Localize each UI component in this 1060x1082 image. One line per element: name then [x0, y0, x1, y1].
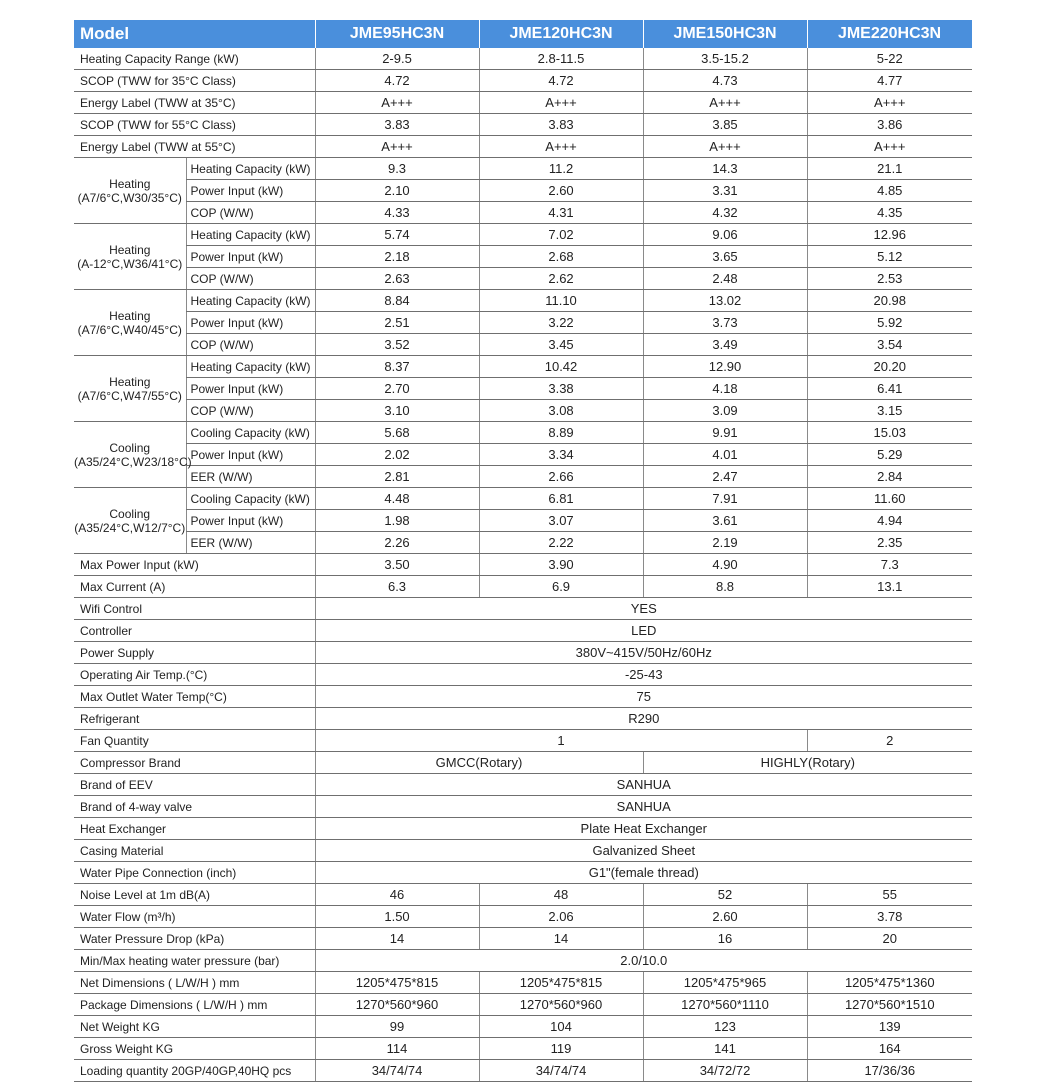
- sub-row-label: Power Input (kW): [186, 312, 315, 334]
- value-cell: 4.77: [807, 70, 972, 92]
- value-cell: 1205*475*815: [479, 972, 643, 994]
- sub-row-label: Power Input (kW): [186, 180, 315, 202]
- value-cell: 5.74: [315, 224, 479, 246]
- value-cell: 3.5-15.2: [643, 48, 807, 70]
- spec-row: [74, 114, 972, 136]
- row-label: Gross Weight KG: [74, 1038, 315, 1060]
- row-label: Energy Label (TWW at 35°C): [74, 92, 315, 114]
- merged-value-cell: 380V~415V/50Hz/60Hz: [315, 642, 972, 664]
- spec-row: [74, 466, 972, 488]
- spec-row: [74, 774, 972, 796]
- merged-value-cell: Galvanized Sheet: [315, 840, 972, 862]
- value-cell: 52: [643, 884, 807, 906]
- spec-row: [74, 730, 972, 752]
- row-label: SCOP (TWW for 55°C Class): [74, 114, 315, 136]
- value-cell: 5.29: [807, 444, 972, 466]
- value-cell: 1205*475*815: [315, 972, 479, 994]
- sub-row-label: Power Input (kW): [186, 510, 315, 532]
- value-cell: 2.47: [643, 466, 807, 488]
- spec-row: [74, 378, 972, 400]
- spec-row: [74, 444, 972, 466]
- value-cell: 6.81: [479, 488, 643, 510]
- spec-row: [74, 312, 972, 334]
- value-cell: 12.90: [643, 356, 807, 378]
- model-column-header: JME120HC3N: [479, 20, 643, 48]
- value-cell: 9.3: [315, 158, 479, 180]
- spec-row: [74, 620, 972, 642]
- value-cell: 3.78: [807, 906, 972, 928]
- merged-value-cell: SANHUA: [315, 796, 972, 818]
- merged-value-cell: -25-43: [315, 664, 972, 686]
- value-cell: 17/36/36: [807, 1060, 972, 1082]
- value-cell: 34/74/74: [479, 1060, 643, 1082]
- value-cell: 7.3: [807, 554, 972, 576]
- value-cell: 10.42: [479, 356, 643, 378]
- value-cell: 2.81: [315, 466, 479, 488]
- value-cell: 3.90: [479, 554, 643, 576]
- value-cell: A+++: [807, 92, 972, 114]
- value-cell: 3.31: [643, 180, 807, 202]
- row-label: Water Flow (m³/h): [74, 906, 315, 928]
- value-cell: 99: [315, 1016, 479, 1038]
- sub-row-label: Cooling Capacity (kW): [186, 488, 315, 510]
- model-column-header: JME95HC3N: [315, 20, 479, 48]
- condition-group-label: [74, 158, 186, 224]
- spec-row: [74, 994, 972, 1016]
- value-cell: 3.83: [479, 114, 643, 136]
- value-cell: 2.18: [315, 246, 479, 268]
- value-cell: 1270*560*960: [315, 994, 479, 1016]
- value-cell: 20.20: [807, 356, 972, 378]
- value-cell: 9.06: [643, 224, 807, 246]
- condition-group-label: [74, 290, 186, 356]
- spec-row: [74, 356, 972, 378]
- row-label: Net Weight KG: [74, 1016, 315, 1038]
- value-cell: 46: [315, 884, 479, 906]
- value-cell: 7.91: [643, 488, 807, 510]
- row-label: Power Supply: [74, 642, 315, 664]
- spec-row: [74, 708, 972, 730]
- spec-row: [74, 70, 972, 92]
- value-cell: 3.85: [643, 114, 807, 136]
- sub-row-label: Power Input (kW): [186, 246, 315, 268]
- row-label: Heat Exchanger: [74, 818, 315, 840]
- spec-row: [74, 642, 972, 664]
- value-cell: 11.10: [479, 290, 643, 312]
- value-cell: 20.98: [807, 290, 972, 312]
- condition-mode: Heating: [109, 308, 151, 323]
- value-cell: 2.53: [807, 268, 972, 290]
- value-cell: 2.84: [807, 466, 972, 488]
- merged-value-cell: 2.0/10.0: [315, 950, 972, 972]
- value-cell: 3.34: [479, 444, 643, 466]
- row-label: Min/Max heating water pressure (bar): [74, 950, 315, 972]
- spec-row: [74, 1016, 972, 1038]
- spec-row: [74, 202, 972, 224]
- value-cell: 6.41: [807, 378, 972, 400]
- value-cell: 14: [479, 928, 643, 950]
- spec-table: [74, 20, 973, 1082]
- value-cell: 3.65: [643, 246, 807, 268]
- value-cell: 3.54: [807, 334, 972, 356]
- value-cell: A+++: [643, 92, 807, 114]
- value-cell: 3.07: [479, 510, 643, 532]
- condition-mode: Heating: [109, 374, 151, 389]
- value-cell: 12.96: [807, 224, 972, 246]
- value-cell: 139: [807, 1016, 972, 1038]
- spec-row: [74, 290, 972, 312]
- merged-value-cell: YES: [315, 598, 972, 620]
- spec-row: [74, 840, 972, 862]
- sub-row-label: Power Input (kW): [186, 378, 315, 400]
- value-cell: 3.49: [643, 334, 807, 356]
- value-cell: 5-22: [807, 48, 972, 70]
- value-cell: 2.26: [315, 532, 479, 554]
- value-cell: 2.19: [643, 532, 807, 554]
- value-cell: 4.32: [643, 202, 807, 224]
- merged-value-cell: Plate Heat Exchanger: [315, 818, 972, 840]
- value-cell: A+++: [643, 136, 807, 158]
- value-cell: 14: [315, 928, 479, 950]
- value-cell: 4.72: [479, 70, 643, 92]
- value-cell: 3.86: [807, 114, 972, 136]
- value-cell: 2.66: [479, 466, 643, 488]
- row-label: Casing Material: [74, 840, 315, 862]
- merged-value-cell: G1"(female thread): [315, 862, 972, 884]
- spec-row: [74, 928, 972, 950]
- value-cell: 5.92: [807, 312, 972, 334]
- value-cell: 4.48: [315, 488, 479, 510]
- value-cell: 48: [479, 884, 643, 906]
- row-label: SCOP (TWW for 35°C Class): [74, 70, 315, 92]
- value-cell: A+++: [315, 136, 479, 158]
- condition-mode: Cooling: [109, 506, 151, 521]
- row-label: Controller: [74, 620, 315, 642]
- value-cell: 1205*475*965: [643, 972, 807, 994]
- value-cell: 13.1: [807, 576, 972, 598]
- value-cell: 119: [479, 1038, 643, 1060]
- row-label: Max Outlet Water Temp(°C): [74, 686, 315, 708]
- value-cell: 6.9: [479, 576, 643, 598]
- model-column-header: JME150HC3N: [643, 20, 807, 48]
- value-cell: 3.73: [643, 312, 807, 334]
- model-header: Model: [74, 20, 315, 48]
- spec-row: [74, 268, 972, 290]
- value-cell: 14.3: [643, 158, 807, 180]
- condition-mode: Heating: [109, 176, 151, 191]
- condition-temps: (A7/6°C,W47/55°C): [77, 388, 182, 403]
- value-cell: A+++: [315, 92, 479, 114]
- row-label: Brand of 4-way valve: [74, 796, 315, 818]
- spec-row: [74, 92, 972, 114]
- spec-row: [74, 180, 972, 202]
- spec-row: [74, 950, 972, 972]
- spec-row: [74, 818, 972, 840]
- value-cell: 55: [807, 884, 972, 906]
- sub-row-label: Cooling Capacity (kW): [186, 422, 315, 444]
- sub-row-label: Power Input (kW): [186, 444, 315, 466]
- value-cell: 4.72: [315, 70, 479, 92]
- value-cell: 3.61: [643, 510, 807, 532]
- spec-row: [74, 686, 972, 708]
- value-cell: 16: [643, 928, 807, 950]
- merged-value-cell: LED: [315, 620, 972, 642]
- spec-row: [74, 1038, 972, 1060]
- spec-row: [74, 400, 972, 422]
- value-cell: 4.33: [315, 202, 479, 224]
- spec-table-container: [74, 20, 972, 1082]
- sub-row-label: COP (W/W): [186, 202, 315, 224]
- row-label: Brand of EEV: [74, 774, 315, 796]
- merged-value-cell: R290: [315, 708, 972, 730]
- spec-row: [74, 488, 972, 510]
- value-cell: 123: [643, 1016, 807, 1038]
- value-cell: 13.02: [643, 290, 807, 312]
- value-cell: 3.38: [479, 378, 643, 400]
- value-cell: 114: [315, 1038, 479, 1060]
- value-cell: 2.60: [479, 180, 643, 202]
- value-cell: A+++: [479, 136, 643, 158]
- sub-row-label: EER (W/W): [186, 466, 315, 488]
- value-cell: 4.35: [807, 202, 972, 224]
- value-cell: 6.3: [315, 576, 479, 598]
- value-cell: 8.37: [315, 356, 479, 378]
- spec-row: [74, 532, 972, 554]
- value-cell: 11.60: [807, 488, 972, 510]
- value-cell: 2.10: [315, 180, 479, 202]
- value-cell: 2.8-11.5: [479, 48, 643, 70]
- value-cell: 2.60: [643, 906, 807, 928]
- value-cell: 104: [479, 1016, 643, 1038]
- row-label: Fan Quantity: [74, 730, 315, 752]
- value-cell: 4.18: [643, 378, 807, 400]
- row-label: Wifi Control: [74, 598, 315, 620]
- value-cell: 3.15: [807, 400, 972, 422]
- value-cell: 3.10: [315, 400, 479, 422]
- model-column-header: JME220HC3N: [807, 20, 972, 48]
- spec-row: [74, 598, 972, 620]
- value-cell: 1270*560*1510: [807, 994, 972, 1016]
- sub-row-label: COP (W/W): [186, 334, 315, 356]
- spec-row: [74, 884, 972, 906]
- value-cell: 34/74/74: [315, 1060, 479, 1082]
- spec-row: [74, 862, 972, 884]
- merged-value-cell: 1: [315, 730, 807, 752]
- value-cell: 3.50: [315, 554, 479, 576]
- row-label: Net Dimensions ( L/W/H ) mm: [74, 972, 315, 994]
- row-label: Heating Capacity Range (kW): [74, 48, 315, 70]
- condition-group-label: [74, 356, 186, 422]
- value-cell: 2.35: [807, 532, 972, 554]
- value-cell: 2-9.5: [315, 48, 479, 70]
- row-label: Refrigerant: [74, 708, 315, 730]
- sub-row-label: Heating Capacity (kW): [186, 158, 315, 180]
- condition-group-label: [74, 224, 186, 290]
- value-cell: 5.68: [315, 422, 479, 444]
- spec-row: [74, 554, 972, 576]
- merged-value-cell: HIGHLY(Rotary): [643, 752, 972, 774]
- value-cell: A+++: [479, 92, 643, 114]
- sub-row-label: COP (W/W): [186, 268, 315, 290]
- row-label: Loading quantity 20GP/40GP,40HQ pcs: [74, 1060, 315, 1082]
- spec-row: [74, 906, 972, 928]
- value-cell: 3.22: [479, 312, 643, 334]
- condition-group-label: [74, 422, 192, 488]
- sub-row-label: Heating Capacity (kW): [186, 290, 315, 312]
- value-cell: 2.70: [315, 378, 479, 400]
- value-cell: 5.12: [807, 246, 972, 268]
- sub-row-label: EER (W/W): [186, 532, 315, 554]
- spec-row: [74, 48, 972, 70]
- sub-row-label: Heating Capacity (kW): [186, 356, 315, 378]
- value-cell: 34/72/72: [643, 1060, 807, 1082]
- row-label: Water Pressure Drop (kPa): [74, 928, 315, 950]
- row-label: Water Pipe Connection (inch): [74, 862, 315, 884]
- value-cell: 164: [807, 1038, 972, 1060]
- row-label: Max Power Input (kW): [74, 554, 315, 576]
- condition-temps: (A-12°C,W36/41°C): [77, 256, 183, 271]
- value-cell: 9.91: [643, 422, 807, 444]
- spec-row: [74, 246, 972, 268]
- spec-row: [74, 136, 972, 158]
- value-cell: 4.73: [643, 70, 807, 92]
- spec-row: [74, 1060, 972, 1082]
- merged-value-cell: GMCC(Rotary): [315, 752, 643, 774]
- value-cell: 2.48: [643, 268, 807, 290]
- spec-row: [74, 158, 972, 180]
- value-cell: 1.50: [315, 906, 479, 928]
- condition-temps: (A7/6°C,W30/35°C): [77, 190, 182, 205]
- value-cell: 2: [807, 730, 972, 752]
- value-cell: 8.8: [643, 576, 807, 598]
- spec-row: [74, 224, 972, 246]
- value-cell: 11.2: [479, 158, 643, 180]
- sub-row-label: COP (W/W): [186, 400, 315, 422]
- condition-temps: (A7/6°C,W40/45°C): [77, 322, 182, 337]
- value-cell: A+++: [807, 136, 972, 158]
- value-cell: 2.51: [315, 312, 479, 334]
- value-cell: 2.62: [479, 268, 643, 290]
- value-cell: 141: [643, 1038, 807, 1060]
- value-cell: 3.09: [643, 400, 807, 422]
- value-cell: 15.03: [807, 422, 972, 444]
- row-label: Energy Label (TWW at 55°C): [74, 136, 315, 158]
- value-cell: 4.01: [643, 444, 807, 466]
- spec-table-body: [74, 48, 972, 1082]
- spec-row: [74, 334, 972, 356]
- value-cell: 7.02: [479, 224, 643, 246]
- sub-row-label: Heating Capacity (kW): [186, 224, 315, 246]
- condition-temps: (A35/24°C,W12/7°C): [74, 520, 186, 535]
- value-cell: 1.98: [315, 510, 479, 532]
- value-cell: 4.90: [643, 554, 807, 576]
- spec-row: [74, 972, 972, 994]
- value-cell: 1205*475*1360: [807, 972, 972, 994]
- value-cell: 4.31: [479, 202, 643, 224]
- condition-temps: (A35/24°C,W23/18°C): [74, 454, 192, 469]
- value-cell: 3.08: [479, 400, 643, 422]
- value-cell: 20: [807, 928, 972, 950]
- condition-mode: Heating: [109, 242, 151, 257]
- spec-row: [74, 422, 972, 444]
- value-cell: 4.94: [807, 510, 972, 532]
- spec-row: [74, 510, 972, 532]
- value-cell: 1270*560*960: [479, 994, 643, 1016]
- value-cell: 8.89: [479, 422, 643, 444]
- value-cell: 3.52: [315, 334, 479, 356]
- value-cell: 2.22: [479, 532, 643, 554]
- value-cell: 3.45: [479, 334, 643, 356]
- value-cell: 4.85: [807, 180, 972, 202]
- condition-mode: Cooling: [109, 440, 151, 455]
- value-cell: 1270*560*1110: [643, 994, 807, 1016]
- spec-row: [74, 796, 972, 818]
- value-cell: 8.84: [315, 290, 479, 312]
- spec-row: [74, 664, 972, 686]
- value-cell: 2.68: [479, 246, 643, 268]
- row-label: Noise Level at 1m dB(A): [74, 884, 315, 906]
- value-cell: 21.1: [807, 158, 972, 180]
- value-cell: 2.02: [315, 444, 479, 466]
- row-label: Max Current (A): [74, 576, 315, 598]
- row-label: Package Dimensions ( L/W/H ) mm: [74, 994, 315, 1016]
- value-cell: 2.63: [315, 268, 479, 290]
- merged-value-cell: 75: [315, 686, 972, 708]
- row-label: Compressor Brand: [74, 752, 315, 774]
- value-cell: 3.83: [315, 114, 479, 136]
- value-cell: 2.06: [479, 906, 643, 928]
- merged-value-cell: SANHUA: [315, 774, 972, 796]
- condition-group-label: [74, 488, 186, 554]
- row-label: Operating Air Temp.(°C): [74, 664, 315, 686]
- spec-row: [74, 576, 972, 598]
- header-row: [74, 20, 972, 48]
- spec-row: [74, 752, 972, 774]
